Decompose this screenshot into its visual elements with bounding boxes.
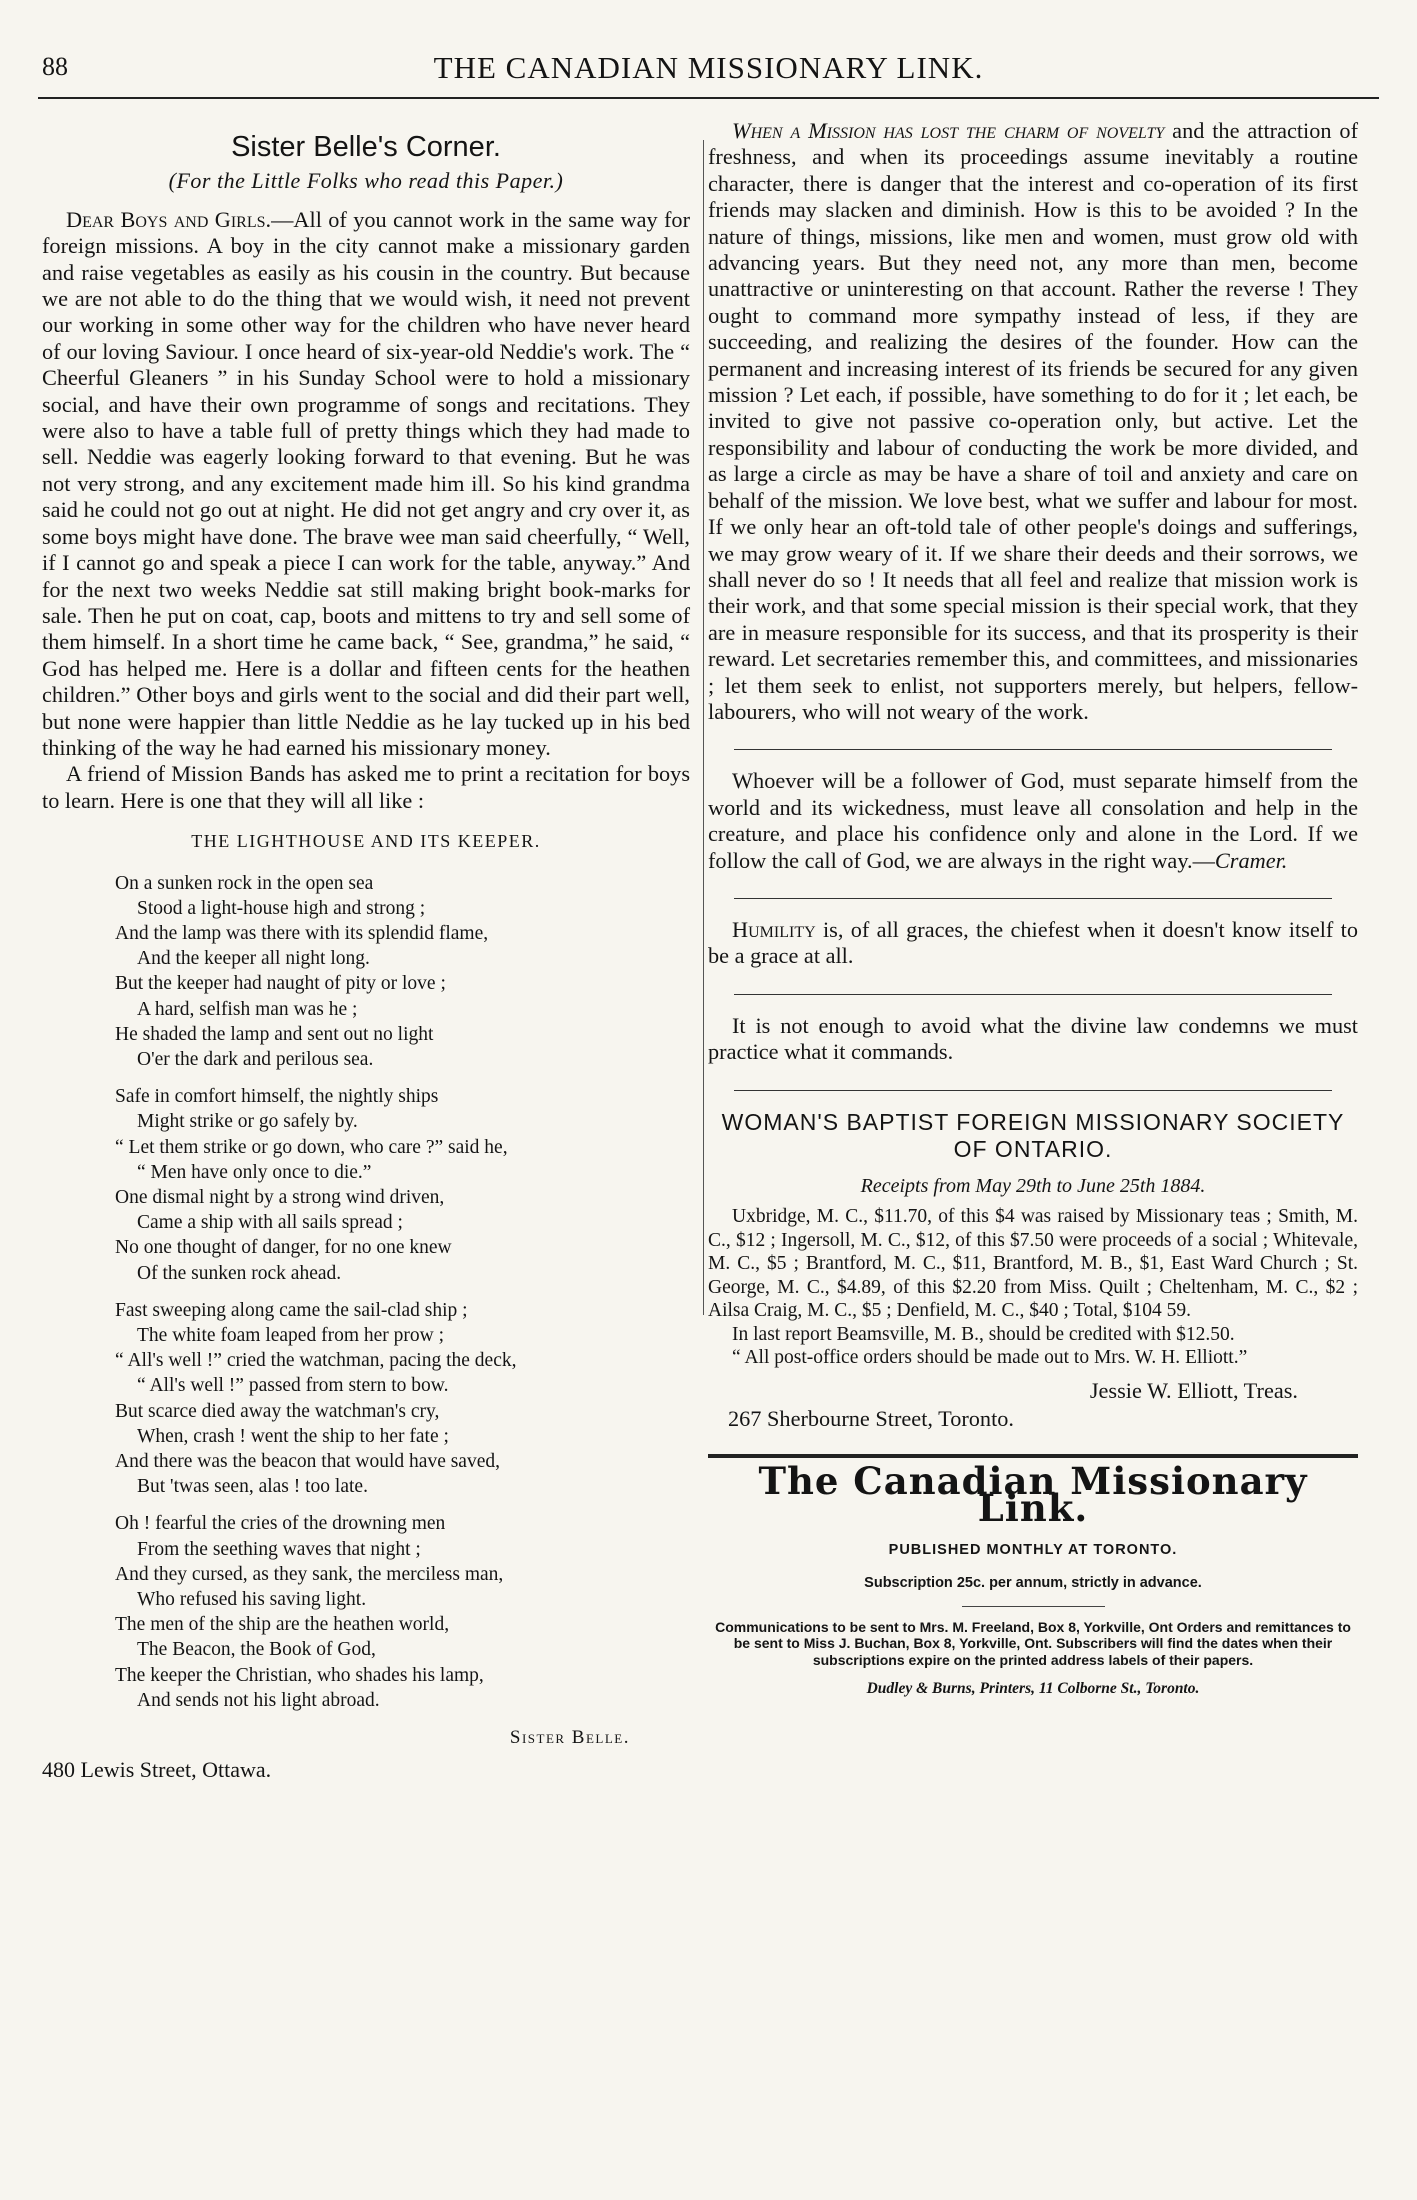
- poem-line: Safe in comfort himself, the nightly ships: [115, 1086, 439, 1108]
- column-divider: [703, 140, 704, 1315]
- page-number: 88: [42, 52, 68, 81]
- poem-line: But the keeper had naught of pity or love ;: [115, 973, 446, 995]
- divider: [734, 749, 1332, 750]
- poem-line: When, crash ! went the ship to her fate ;: [137, 1425, 449, 1447]
- poem-line: He shaded the lamp and sent out no light: [115, 1023, 434, 1045]
- poem-line: One dismal night by a strong wind driven,: [115, 1187, 445, 1208]
- header-rule: [38, 97, 1379, 99]
- poem-line: “ Men have only once to die.”: [137, 1161, 372, 1183]
- whoever-text: Whoever will be a follower of God, must separate himself from the world and its wickedness, must leave all consolation and help in the creature, and place his confidence only and alone in the Lord. If we follow the call of God, we are always in the right way.: [708, 768, 1358, 873]
- post-office-note: “ All post-office orders should be made out to Mrs. W. H. Elliott.”: [732, 1347, 1248, 1368]
- poem-stanza: [115, 1298, 690, 1500]
- treasurer-signature: Jessie W. Elliott, Treas.: [1089, 1377, 1298, 1403]
- not-enough-paragraph: It is not enough to avoid what the divine law condemns we must practice what it commands.: [708, 1012, 1358, 1065]
- poem-title: THE LIGHTHOUSE AND ITS KEEPER.: [191, 831, 541, 852]
- poem-line: The Beacon, the Book of God,: [137, 1639, 376, 1661]
- whoever-attribution: Cramer.: [1214, 847, 1288, 873]
- poem-line: Might strike or go safely by.: [137, 1111, 358, 1133]
- poem-line: The keeper the Christian, who shades his lamp,: [115, 1664, 484, 1686]
- poem-line: O'er the dark and perilous sea.: [137, 1048, 374, 1070]
- poem-line: But 'twas seen, alas ! too late.: [137, 1476, 368, 1498]
- humility-body: is, of all graces, the chiefest when it doesn't know itself to be a grace at all.: [708, 916, 1358, 969]
- communications-notice: Communications to be sent to Mrs. M. Freeland, Box 8, Yorkville, Ont Orders and remittances to be sent to Miss J. Buchan, Box 8, Yorkville, Ont. Subscribers will find the dates when their subscriptions expire on the printed address labels of their papers.: [715, 1618, 1351, 1668]
- novelty-body: and the attraction of freshness, and when its proceedings assume inevitably a routine character, there is danger that the interest and co-operation of its first friends may slacken and diminish. How is this to be avoided ? In the nature of things, missions, like men and women, must grow old with advancing years. But they need not, any more than men, become unattractive or uninteresting on that account. Rather the reverse ! They ought to command more sympathy instead of less, if they are succeeding, and realizing the desires of the founder. How can the permanent and increasing interest of its friends be secured for any given mission ? Let each, if possible, have something to do for it ; let each, be invited to give not passive co-operation only, but active. Let the responsibility and labour of conducting the work be more divided, and as large a circle as may be have a share of toil and anxiety and care on behalf of the mission. We love best, what we suffer and labour for most. If we only hear an oft-told tale of other people's doings and sufferings, we may grow weary of it. If we share their deeds and their sorrows, we shall never do so ! It needs that all feel and realize that mission work is their work, and that some special mission is their special work, that they are in measure responsible for its success, and that its prosperity is their reward. Let secretaries remember this, and committees, and missionaries ; let them seek to enlist, not supporters merely, but helpers, fellow-labourers, who will not weary of the work.: [708, 118, 1358, 724]
- poem-line: Came a ship with all sails spread ;: [137, 1212, 403, 1234]
- published-line: PUBLISHED MONTHLY AT TORONTO.: [888, 1542, 1178, 1559]
- divider: [734, 898, 1332, 899]
- poem-line: And there was the beacon that would have saved,: [115, 1451, 500, 1473]
- divider: [734, 994, 1332, 995]
- poem-line: And sends not his light abroad.: [137, 1689, 380, 1711]
- running-head: THE CANADIAN MISSIONARY LINK.: [433, 50, 984, 85]
- letter-body: —All of you cannot work in the same way for foreign missions. A boy in the city cannot make a missionary garden and raise vegetables as easily as his cousin in the country. But because we are not able to do the thing that we would wish, it need not prevent our working in some other way for the children who have never heard of our loving Saviour. I once heard of six-year-old Neddie's work. The “ Cheerful Gleaners ” in his Sunday School were to hold a missionary social, and have their own programme of songs and recitations. They were also to have a table full of pretty things which they had made to sell. Neddie was eagerly looking forward to that evening. But he was not very strong, and any excitement made him ill. So his kind grandma said he could not go out at night. He did not get angry and cry over it, as some boys might have done. The brave wee man said cheerfully, “ Well, if I cannot go and speak a piece I can work for the table, anyway.” And for the next two weeks Neddie sat still making bright book-marks for sale. Then he put on coat, cap, boots and mittens to try and sell some of them himself. In a short time he came back, “ See, grandma,” he said, “ God has helped me. Here is a dollar and fifteen cents for the heathen children.” Other boys and girls went to the social and did their part well, but none were happier than little Neddie as he lay tucked up in his bed thinking of the way he had earned his missionary money.: [42, 206, 690, 760]
- whoever-paragraph: Whoever will be a follower of God, must separate himself from the world and its wickedness, must leave all consolation and help in the creature, and place his confidence only and alone in the Lord. If we follow the call of God, we are always in the right way.—Cramer.: [708, 768, 1358, 873]
- poem-line: The men of the ship are the heathen world,: [115, 1614, 450, 1636]
- poem-line: On a sunken rock in the open sea: [115, 872, 374, 894]
- novelty-paragraph: [708, 118, 1358, 725]
- receipts-list: Uxbridge, M. C., $11.70, of this $4 was raised by Missionary teas ; Smith, M. C., $12 ; Ingersoll, M. C., $12, of this $7.50 were proceeds of a social ; Whitevale, M. C., $5 ; Brantford, M. C., $11, Brantford, M. B., $1, East Ward Church ; St. George, M. C., $4.89, of this $2.20 from Miss. Quilt ; Cheltenham, M. C., $2 ; Ailsa Craig, M. C., $5 ; Denfield, M. C., $40 ; Total, $104 59.: [708, 1206, 1358, 1321]
- printers-line: Dudley & Burns, Printers, 11 Colborne St., Toronto.: [866, 1680, 1200, 1698]
- poem-line: Who refused his saving light.: [137, 1589, 367, 1611]
- receipts-heading: Receipts from May 29th to June 25th 1884.: [860, 1174, 1206, 1197]
- treasurer-address: 267 Sherbourne Street, Toronto.: [728, 1405, 1014, 1431]
- poem-line: “ Let them strike or go down, who care ?” said he,: [115, 1136, 508, 1158]
- humility-lead: Humility: [732, 916, 816, 942]
- poem-line: And the lamp was there with its splendid flame,: [115, 922, 489, 944]
- corner-title: Sister Belle's Corner.: [231, 131, 501, 163]
- poem: [115, 871, 690, 1714]
- humility-paragraph: [708, 917, 1358, 970]
- poem-line: Fast sweeping along came the sail-clad ship ;: [115, 1299, 468, 1321]
- poem-line: “ All's well !” passed from stern to bow.: [137, 1375, 449, 1397]
- address: 480 Lewis Street, Ottawa.: [42, 1757, 272, 1783]
- poem-line: A hard, selfish man was he ;: [137, 998, 358, 1020]
- subscription-line: Subscription 25c. per annum, strictly in advance.: [864, 1574, 1202, 1591]
- poem-line: Stood a light-house high and strong ;: [137, 897, 426, 919]
- poem-line: No one thought of danger, for no one knew: [115, 1237, 452, 1259]
- poem-line: The white foam leaped from her prow ;: [137, 1325, 445, 1347]
- poem-stanza: [115, 1084, 690, 1286]
- poem-line: “ All's well !” cried the watchman, pacing the deck,: [115, 1350, 517, 1372]
- masthead-rule: [708, 1454, 1358, 1458]
- society-title: WOMAN'S BAPTIST FOREIGN MISSIONARY SOCIETY OF ONTARIO.: [721, 1108, 1345, 1162]
- divider: [962, 1606, 1105, 1607]
- corner-subtitle: (For the Little Folks who read this Paper.): [168, 168, 564, 194]
- request-paragraph: A friend of Mission Bands has asked me to print a recitation for boys to learn. Here is one that they will all like :: [42, 761, 690, 813]
- salutation: Dear Boys and Girls.: [66, 206, 272, 232]
- right-column: [708, 118, 1358, 1703]
- left-column: [42, 118, 690, 1784]
- poem-line: From the seething waves that night ;: [137, 1538, 421, 1560]
- poem-stanza: [115, 1511, 690, 1713]
- divider: [734, 1090, 1332, 1091]
- poem-line: And the keeper all night long.: [137, 948, 370, 970]
- masthead-title: The Canadian Missionary Link.: [758, 1459, 1308, 1530]
- last-report-note: In last report Beamsville, M. B., should be credited with $12.50.: [732, 1323, 1235, 1345]
- signature: Sister Belle.: [509, 1727, 630, 1749]
- poem-line: Oh ! fearful the cries of the drowning men: [115, 1513, 446, 1535]
- poem-line: Of the sunken rock ahead.: [137, 1262, 342, 1284]
- poem-line: But scarce died away the watchman's cry,: [115, 1400, 440, 1422]
- poem-line: And they cursed, as they sank, the merciless man,: [115, 1563, 504, 1585]
- letter-paragraph: [42, 207, 690, 762]
- poem-stanza: [115, 871, 690, 1073]
- novelty-lead: When a Mission has lost the charm of novelty: [732, 118, 1165, 143]
